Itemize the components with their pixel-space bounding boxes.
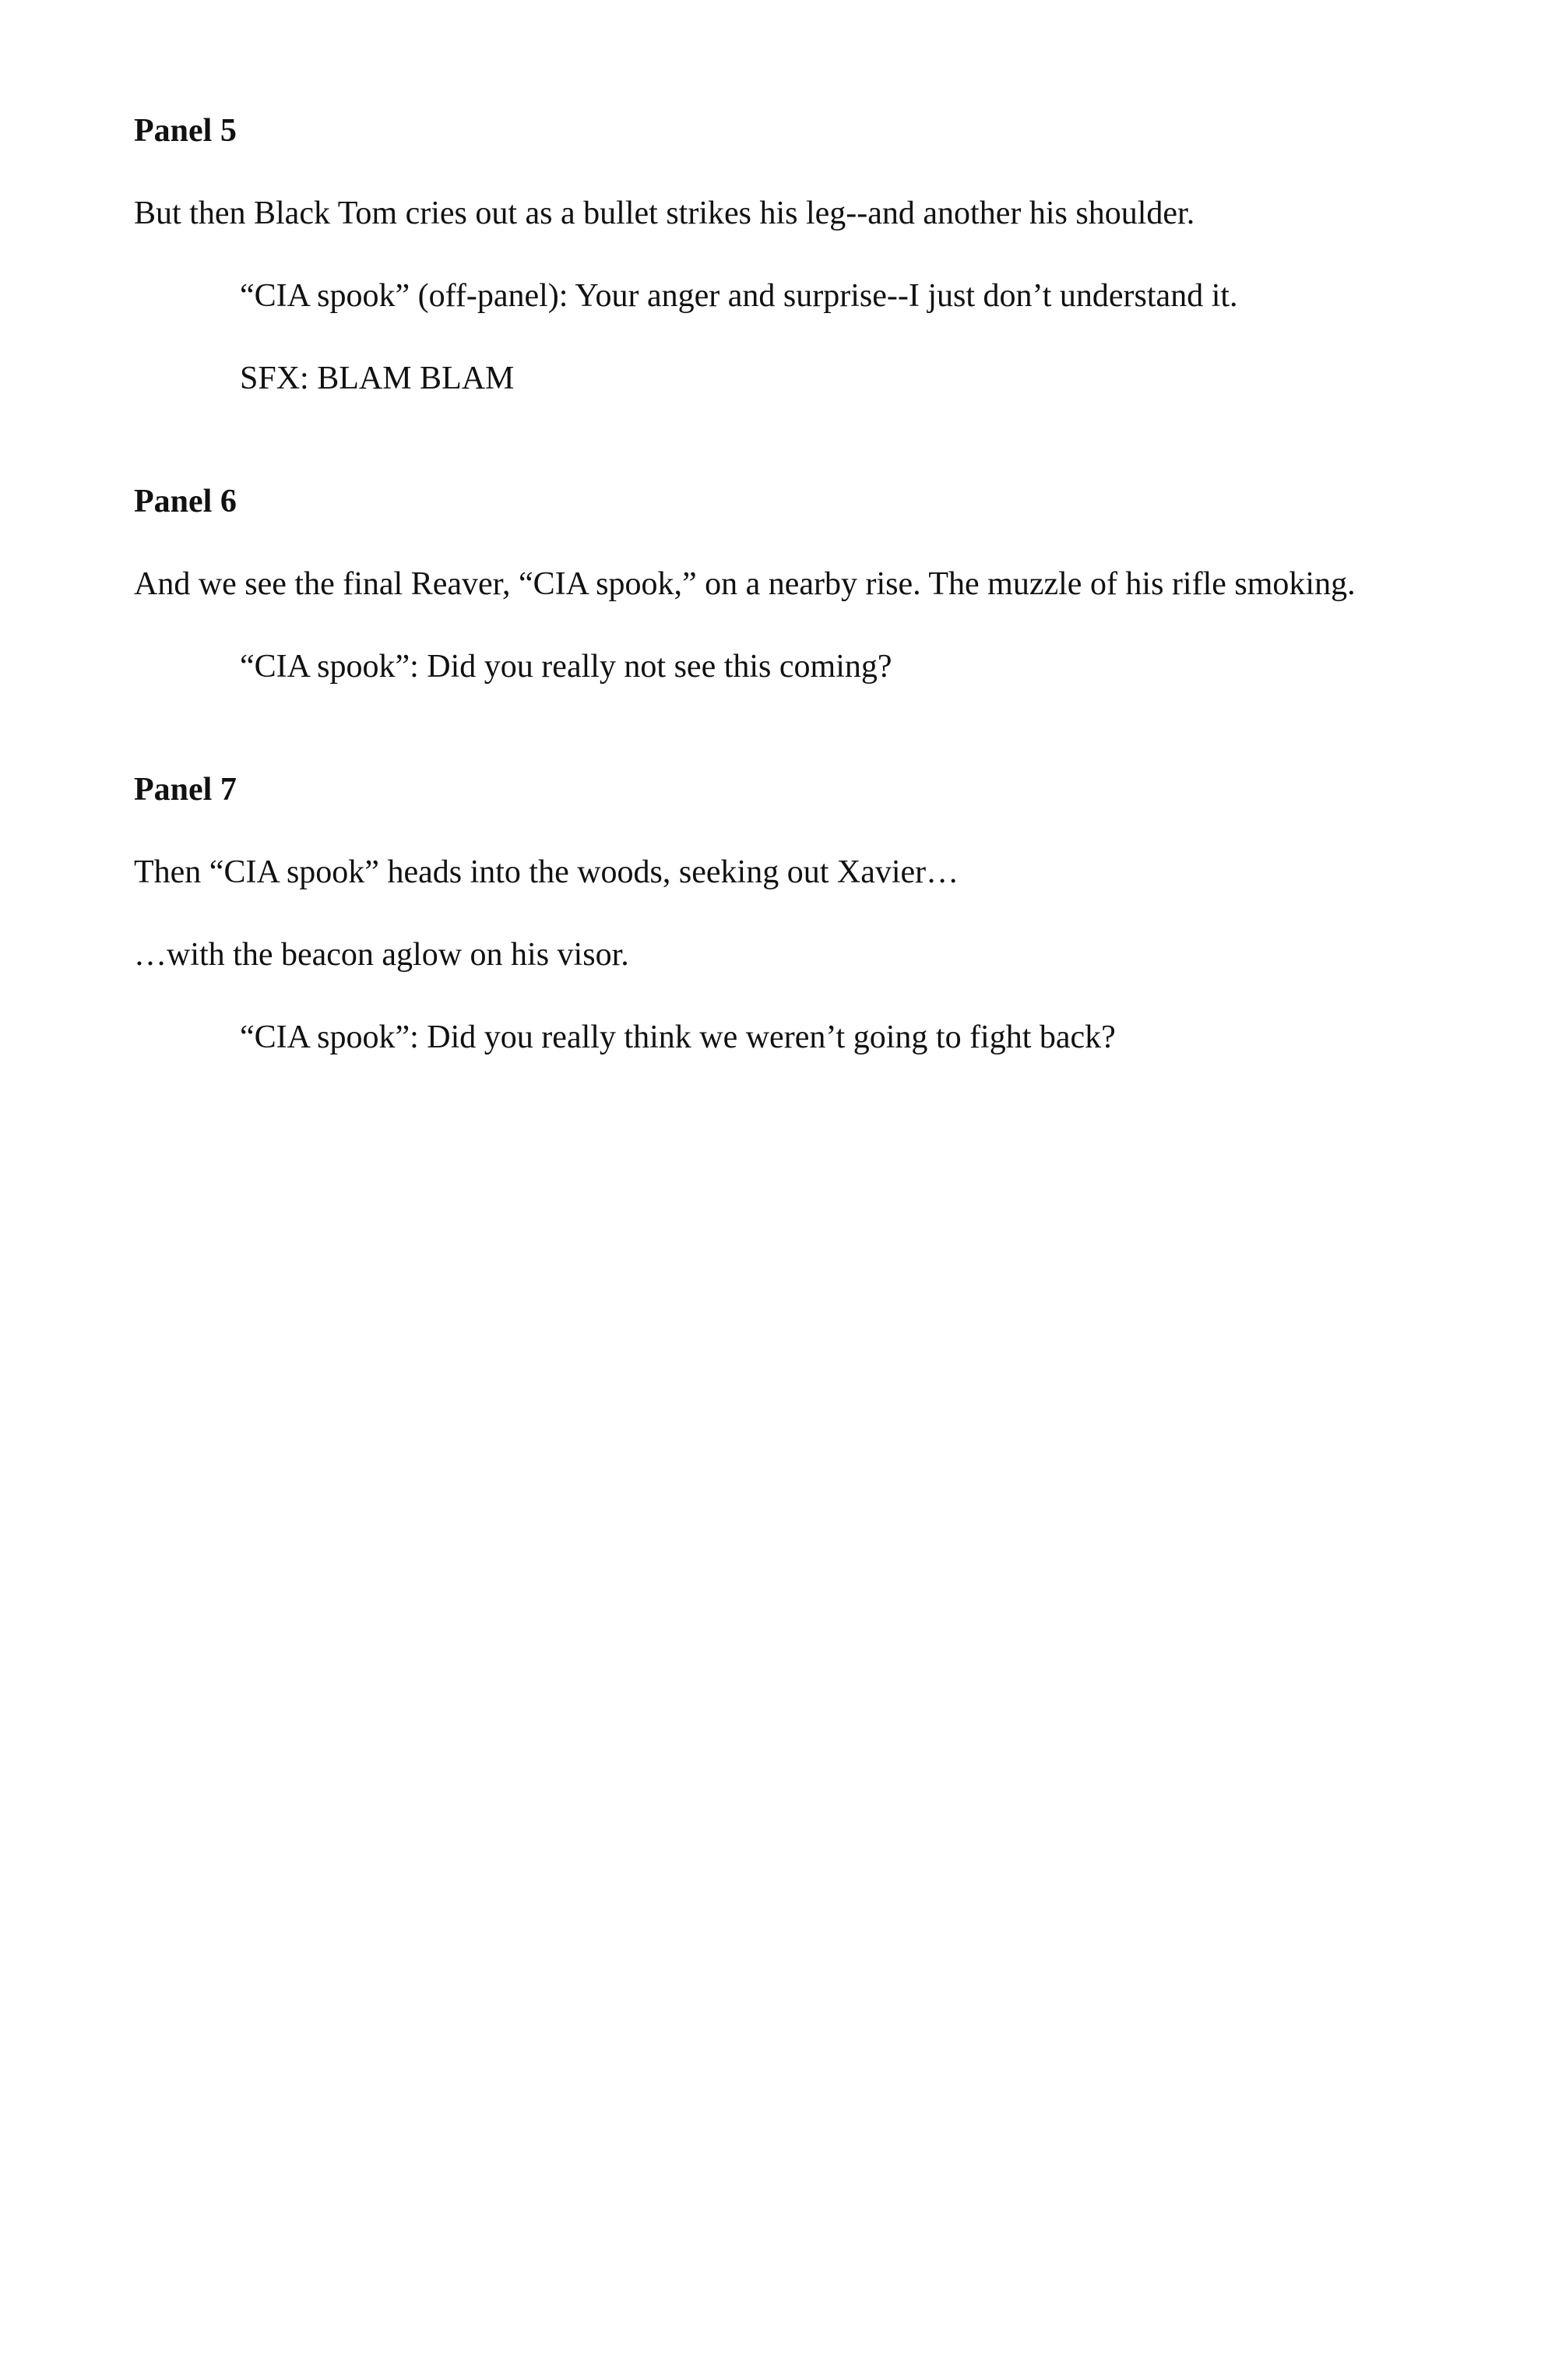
sfx-line: SFX: BLAM BLAM — [240, 361, 515, 396]
panel-heading: Panel 6 — [134, 484, 237, 519]
panel-description: …with the beacon aglow on his visor. — [134, 937, 629, 973]
script-content — [134, 109, 1411, 1098]
panel-6 — [134, 480, 1411, 688]
section-spacer — [134, 727, 1411, 768]
panel-heading: Panel 5 — [134, 113, 237, 149]
section-spacer — [134, 439, 1411, 480]
panel-description: And we see the final Reaver, “CIA spook,” on a nearby rise. The muzzle of his rifle smoking. — [134, 566, 1356, 602]
panel-7 — [134, 768, 1411, 1059]
panel-5 — [134, 109, 1411, 400]
dialogue-line: “CIA spook”: Did you really think we weren’t going to fight back? — [240, 1019, 1116, 1055]
panel-description: But then Black Tom cries out as a bullet strikes his leg--and another his shoulder. — [134, 195, 1195, 231]
dialogue-line: “CIA spook”: Did you really not see this coming? — [240, 649, 892, 685]
panel-description: Then “CIA spook” heads into the woods, seeking out Xavier… — [134, 854, 959, 890]
dialogue-line: “CIA spook” (off-panel): Your anger and surprise--I just don’t understand it. — [240, 278, 1238, 314]
panel-heading: Panel 7 — [134, 772, 237, 808]
